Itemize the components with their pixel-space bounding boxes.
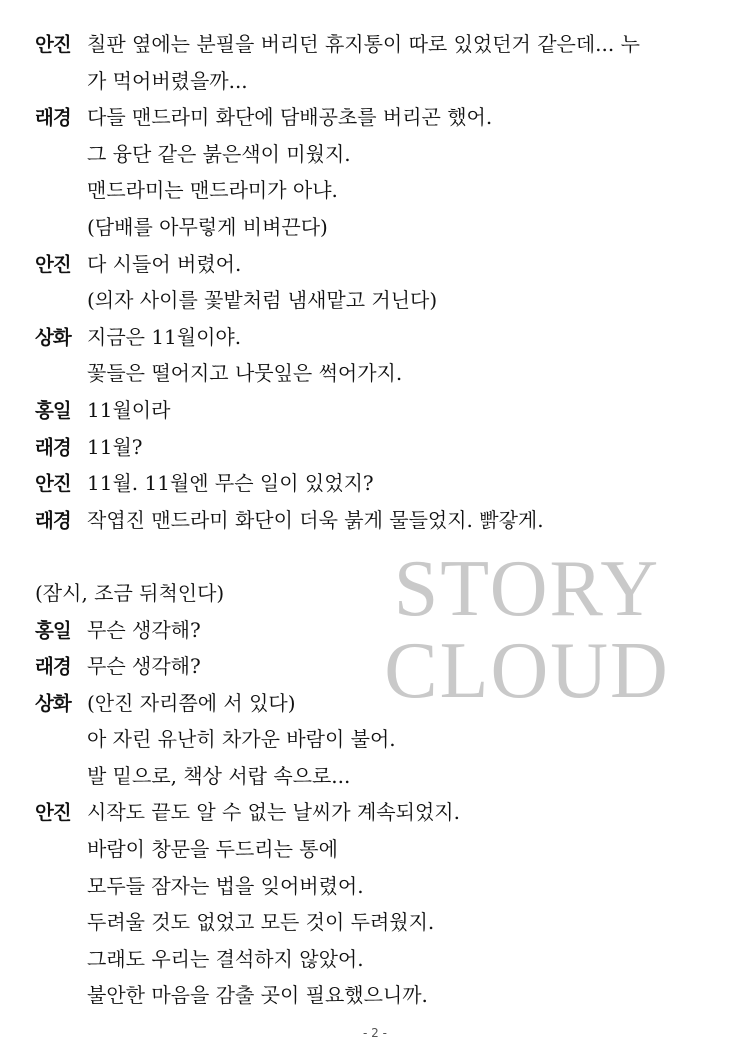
- dialogue-line: [35, 868, 725, 905]
- dialogue-line: [35, 246, 725, 283]
- dialogue-text: (담배를 아무렇게 비벼끈다): [87, 214, 328, 239]
- dialogue-text: 바람이 창문을 두드리는 통에: [87, 837, 338, 862]
- speaker-name: 홍일: [35, 398, 71, 422]
- speaker-name: 래경: [35, 655, 71, 679]
- speaker-name: 안진: [35, 33, 71, 56]
- story-cloud-watermark: [372, 545, 682, 715]
- speaker-name: 안진: [35, 801, 71, 825]
- dialogue-line: [35, 26, 725, 63]
- dialogue-text: 그 융단 같은 붉은색이 미웠지.: [87, 141, 351, 166]
- dialogue-line: [35, 977, 725, 1014]
- dialogue-text: 다 시들어 버렸어.: [87, 251, 242, 276]
- dialogue-line: [35, 355, 725, 392]
- dialogue-line: [35, 429, 725, 466]
- speaker-name: 상화: [35, 691, 71, 715]
- dialogue-line: [35, 282, 725, 319]
- page-number: - 2 -: [363, 1026, 387, 1040]
- dialogue-line: [35, 502, 725, 539]
- dialogue-text: 무슨 생각해?: [87, 654, 201, 679]
- speaker-name: 홍일: [35, 618, 71, 642]
- dialogue-line: [35, 758, 725, 795]
- watermark-line-1: STORY: [393, 545, 661, 633]
- dialogue-text: 무슨 생각해?: [87, 617, 201, 642]
- speaker-name: 래경: [35, 106, 71, 130]
- speaker-name: 상화: [35, 325, 71, 349]
- dialogue-text: (안진 자리쯤에 서 있다): [87, 690, 296, 715]
- dialogue-text: 그래도 우리는 결석하지 않았어.: [87, 946, 364, 971]
- dialogue-text: 두려울 것도 없었고 모든 것이 두려웠지.: [87, 910, 435, 935]
- speaker-name: 래경: [35, 508, 71, 532]
- dialogue-text: 아 자린 유난히 차가운 바람이 불어.: [87, 727, 396, 752]
- dialogue-line: [35, 172, 725, 209]
- dialogue-line: [35, 941, 725, 978]
- dialogue-line: [35, 392, 725, 429]
- speaker-name: 안진: [35, 252, 71, 276]
- script-body: [35, 26, 725, 1014]
- dialogue-line: [35, 63, 725, 100]
- dialogue-line: [35, 136, 725, 173]
- dialogue-text: 11월?: [87, 434, 143, 459]
- dialogue-text: 작엽진 맨드라미 화단이 더욱 붉게 물들었지. 빩갛게.: [87, 507, 544, 532]
- dialogue-text: 발 밑으로, 책상 서랍 속으로...: [87, 763, 351, 788]
- dialogue-text: 다들 맨드라미 화단에 담배공초를 버리곤 했어.: [87, 105, 493, 130]
- dialogue-line: [35, 794, 725, 831]
- dialogue-line: [35, 99, 725, 136]
- dialogue-text: 시작도 끝도 알 수 없는 날씨가 계속되었지.: [87, 800, 460, 825]
- dialogue-text: (잠시, 조금 뒤척인다): [35, 580, 225, 605]
- speaker-name: 안진: [35, 472, 71, 496]
- dialogue-line: [35, 904, 725, 941]
- dialogue-text: 지금은 11월이야.: [87, 324, 242, 349]
- dialogue-line: [35, 465, 725, 502]
- dialogue-line: [35, 319, 725, 356]
- dialogue-line: [35, 209, 725, 246]
- watermark-line-2: CLOUD: [384, 627, 670, 715]
- dialogue-line: [35, 831, 725, 868]
- dialogue-text: 불안한 마음을 감출 곳이 필요했으니까.: [87, 983, 428, 1008]
- dialogue-line: [35, 721, 725, 758]
- speaker-name: 래경: [35, 435, 71, 459]
- dialogue-text: 칠판 옆에는 분필을 버리던 휴지통이 따로 있었던거 같은데... 누: [87, 32, 640, 56]
- dialogue-text: 가 먹어버렸을까...: [87, 68, 248, 93]
- dialogue-text: 11월. 11월엔 무슨 일이 있었지?: [87, 471, 374, 496]
- dialogue-text: (의자 사이를 꽃밭처럼 냄새맡고 거닌다): [87, 288, 438, 313]
- dialogue-text: 꽃들은 떨어지고 나뭇잎은 썩어가지.: [87, 361, 403, 386]
- dialogue-text: 모두들 잠자는 법을 잊어버렸어.: [87, 873, 364, 898]
- dialogue-text: 11월이라: [87, 397, 171, 422]
- dialogue-text: 맨드라미는 맨드라미가 아냐.: [87, 178, 338, 203]
